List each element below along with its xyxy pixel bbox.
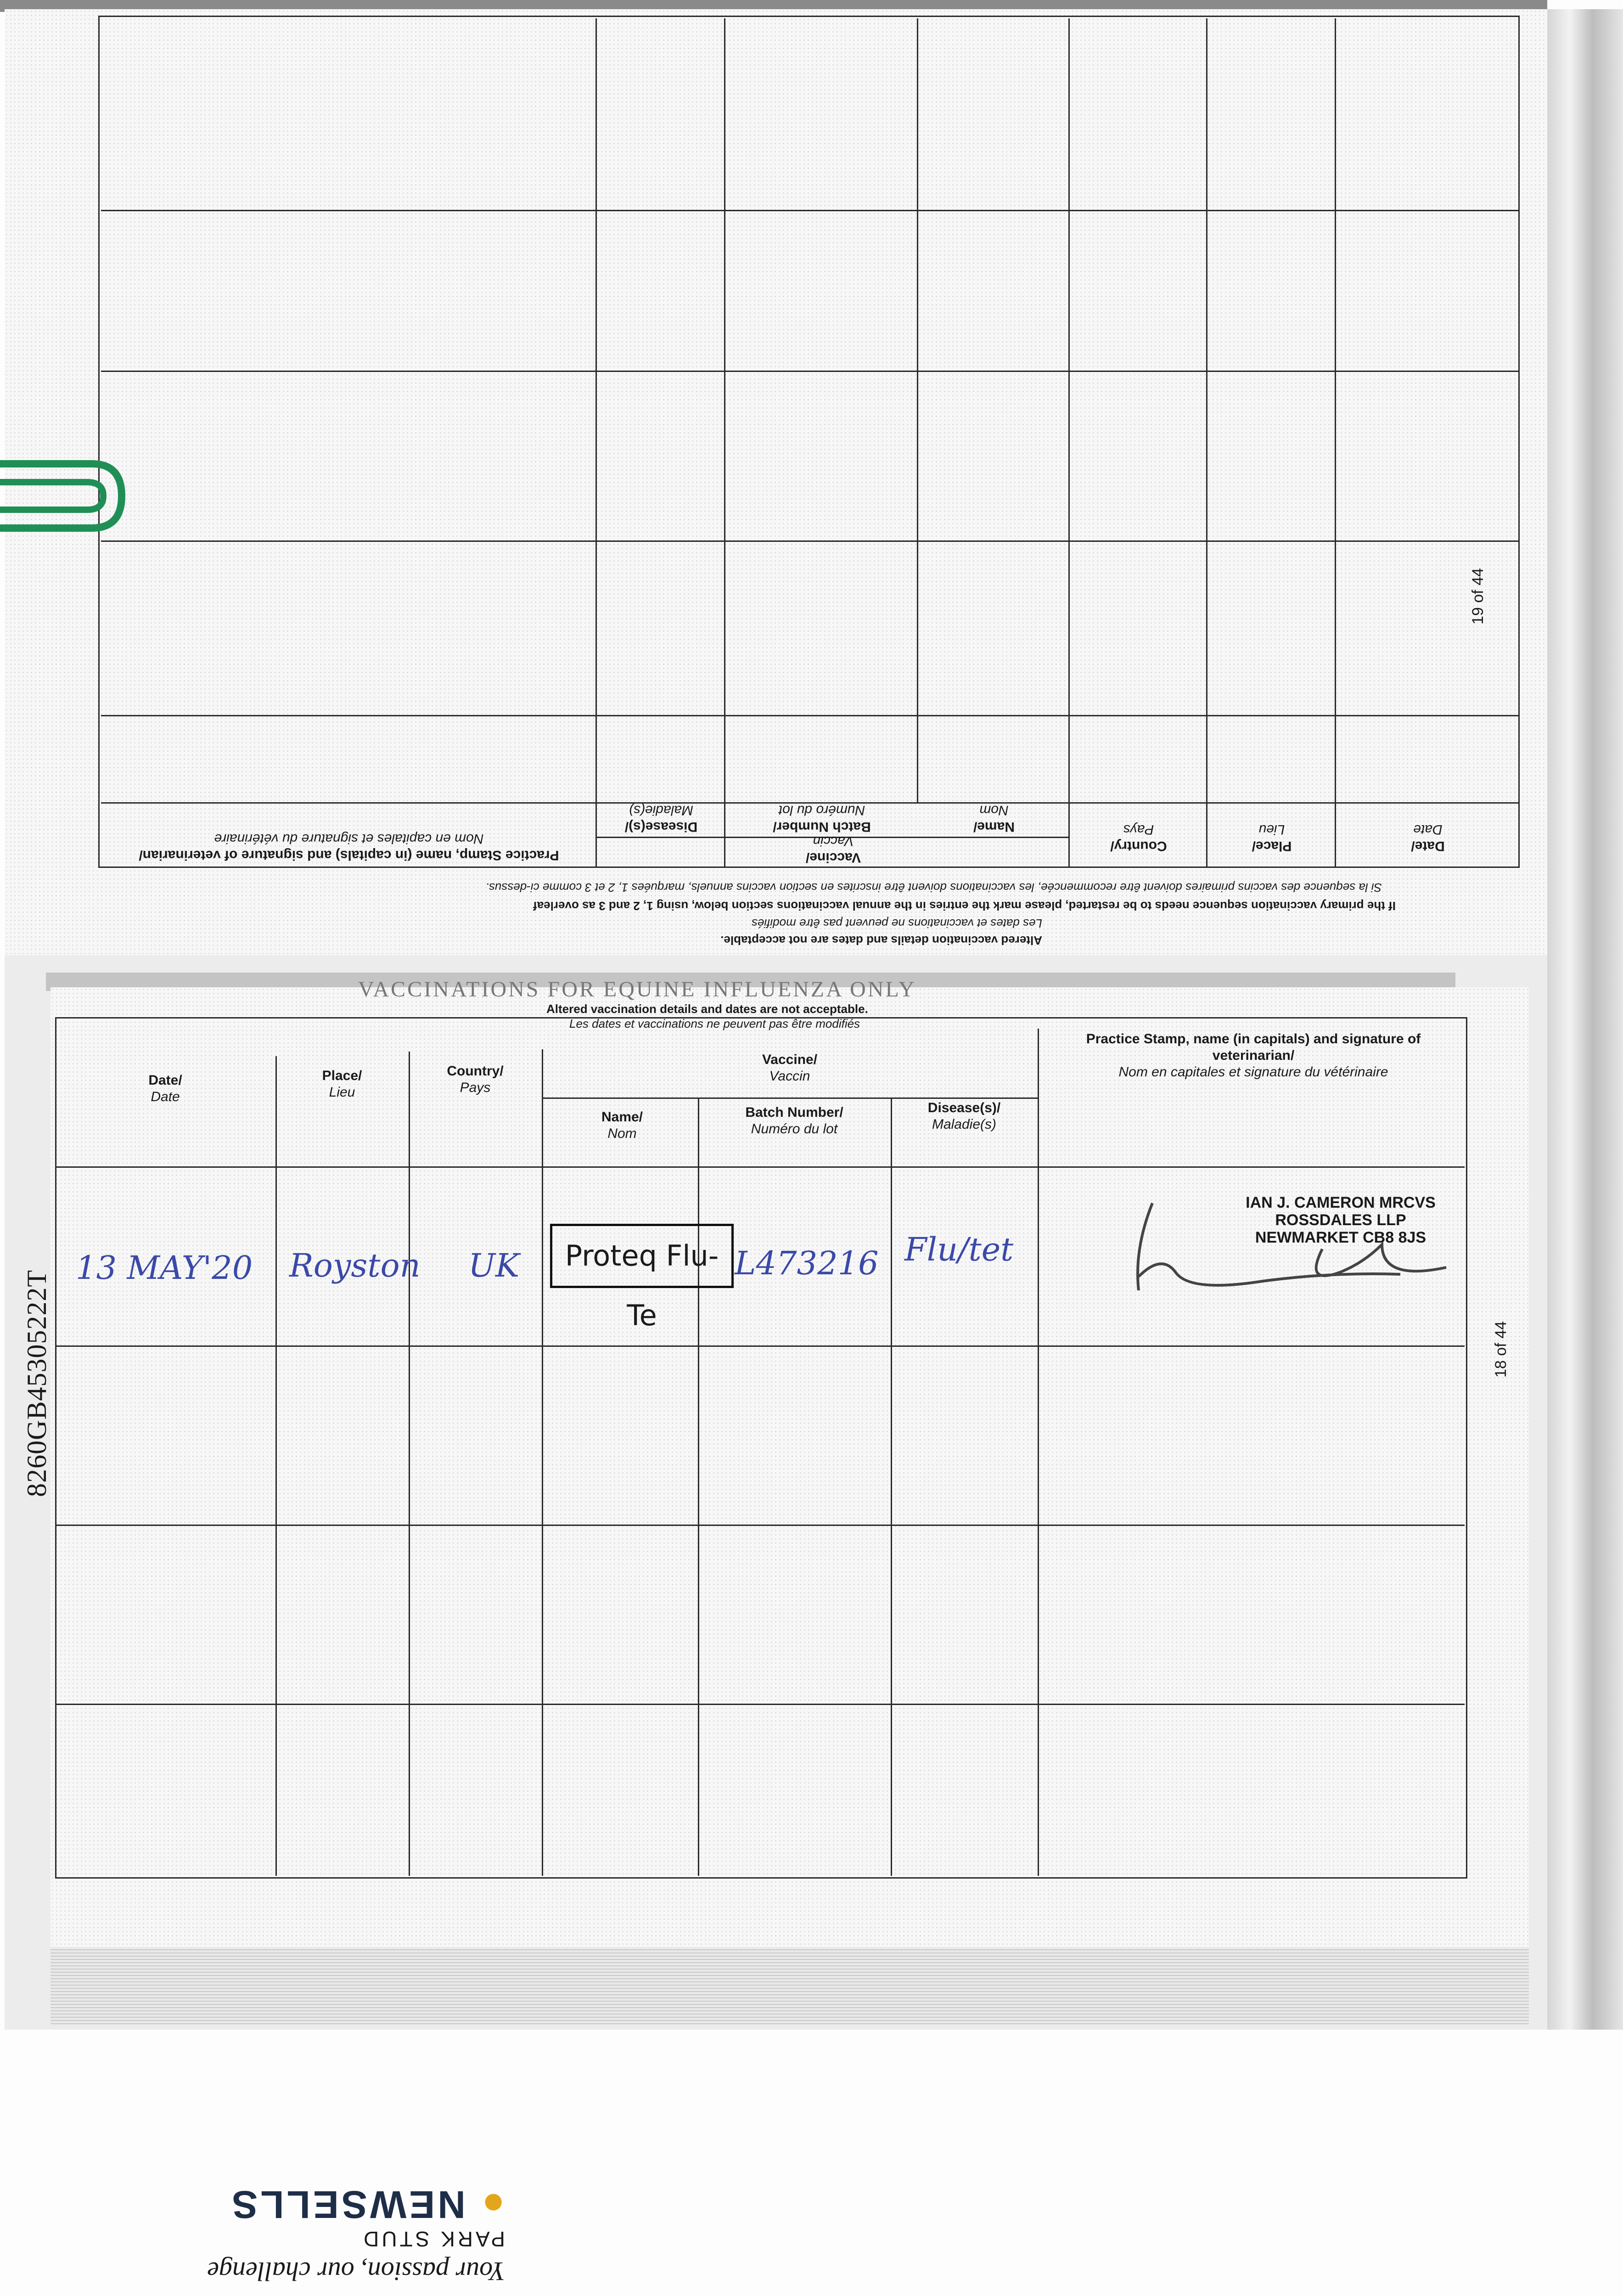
altered-warning-fr: Les dates et vaccinations ne peuvent pas être modifiés bbox=[569, 1017, 860, 1030]
header-date: Date/ Date bbox=[1411, 822, 1445, 854]
brand-tagline: Your passion, our challenge bbox=[207, 2257, 505, 2286]
col-rule bbox=[542, 1049, 543, 1876]
header-name: Name/ Nom bbox=[973, 803, 1015, 834]
header-place: Place/ Lieu bbox=[1252, 822, 1292, 854]
row-rule bbox=[101, 540, 1520, 542]
entry-batch: L473216 bbox=[735, 1244, 879, 1282]
vaccination-page-19 bbox=[5, 9, 1547, 955]
row-rule bbox=[101, 371, 1520, 372]
entry-country: UK bbox=[468, 1247, 520, 1284]
restart-instruction-fr: Si la sequence des vaccins primaires doivent être recommencée, les vaccinations doivent être inscrites en section vaccins annuels, marquées 1, 2 et 3 comme ci-dessus. bbox=[485, 881, 1382, 895]
row-rule bbox=[101, 715, 1520, 716]
header-name: Name/ Nom bbox=[601, 1109, 643, 1141]
header-country: Country/ Pays bbox=[1110, 822, 1167, 854]
vaccine-name-stamp: Proteq Flu-Te bbox=[550, 1224, 734, 1288]
header-batch: Batch Number/ Numéro du lot bbox=[745, 1105, 843, 1137]
page-19-rotated-content bbox=[5, 9, 1547, 955]
row-rule bbox=[55, 1345, 1465, 1347]
running-title bbox=[358, 974, 916, 989]
header-rule bbox=[55, 1166, 1465, 1168]
col-rule bbox=[891, 1097, 892, 1876]
row-rule bbox=[55, 1704, 1465, 1705]
col-rule bbox=[1206, 18, 1207, 868]
col-rule bbox=[917, 18, 918, 804]
page-number-19: 19 of 44 bbox=[1469, 568, 1487, 625]
booklet-spine bbox=[1547, 9, 1623, 2030]
col-rule bbox=[275, 1056, 277, 1876]
brand-footer bbox=[92, 2183, 505, 2287]
col-rule bbox=[1335, 18, 1336, 868]
vaccine-subrule bbox=[542, 1097, 1038, 1099]
header-stamp: Practice Stamp, name (in capitals) and signature of veterinarian/ Nom en capitales et signature du vétérinaire bbox=[139, 831, 559, 863]
altered-warning-fr: Les dates et vaccinations ne peuvent pas être modifiés bbox=[751, 917, 1042, 930]
altered-warning: Altered vaccination details and dates are not acceptable. bbox=[720, 934, 1042, 947]
col-rule bbox=[698, 1097, 699, 1876]
page-stack-edge bbox=[51, 1947, 1529, 2025]
entry-date: 13 MAY'20 bbox=[76, 1249, 253, 1287]
vaccination-table-19 bbox=[98, 16, 1520, 868]
col-rule bbox=[1068, 18, 1070, 868]
col-rule bbox=[595, 18, 597, 868]
stamp-line-2: ROSSDALES LLP bbox=[1275, 1211, 1406, 1229]
brand-name: NEWSELLS bbox=[229, 2183, 466, 2226]
row-rule bbox=[55, 1525, 1465, 1526]
header-disease: Disease(s)/ Maladie(s) bbox=[927, 1100, 1001, 1132]
brand-subtitle: PARK STUD bbox=[361, 2227, 505, 2251]
header-batch: Batch Number/ Numéro du lot bbox=[773, 803, 871, 834]
header-vaccine: Vaccine/ Vaccin bbox=[805, 833, 861, 865]
paper-clip bbox=[0, 445, 138, 551]
header-stamp: Practice Stamp, name (in capitals) and signature of veterinarian/ Nom en capitales et signature du vétérinaire bbox=[1086, 1031, 1421, 1080]
entry-place: Royston bbox=[289, 1247, 421, 1284]
entry-disease: Flu/tet bbox=[904, 1231, 1014, 1268]
altered-warning: Altered vaccination details and dates are not acceptable. bbox=[546, 1002, 868, 1016]
vet-signature bbox=[1125, 1194, 1469, 1313]
col-rule bbox=[724, 18, 725, 868]
row-rule bbox=[101, 210, 1520, 211]
restart-instruction: If the primary vaccination sequence needs to be restarted, please mark the entries in the annual vaccinations section below, using 1, 2 and 3 as overleaf bbox=[533, 899, 1396, 913]
passport-number: 8260GB45305222T bbox=[22, 1270, 52, 1497]
header-country: Country/ Pays bbox=[447, 1064, 504, 1095]
col-rule bbox=[409, 1052, 410, 1876]
stamp-line-1: IAN J. CAMERON MRCVS bbox=[1246, 1194, 1436, 1211]
page-number-18: 18 of 44 bbox=[1492, 1321, 1510, 1378]
brand-logo: ● NEWSELLS bbox=[229, 2183, 505, 2226]
header-date: Date/ Date bbox=[148, 1073, 182, 1104]
stamp-line-3: NEWMARKET CB8 8JS bbox=[1255, 1229, 1426, 1246]
header-place: Place/ Lieu bbox=[322, 1068, 362, 1100]
header-disease: Disease(s)/ Maladie(s) bbox=[624, 803, 698, 834]
header-vaccine: Vaccine/ Vaccin bbox=[762, 1052, 818, 1084]
col-rule bbox=[1038, 1029, 1039, 1876]
vaccination-table-18 bbox=[55, 1017, 1467, 1879]
